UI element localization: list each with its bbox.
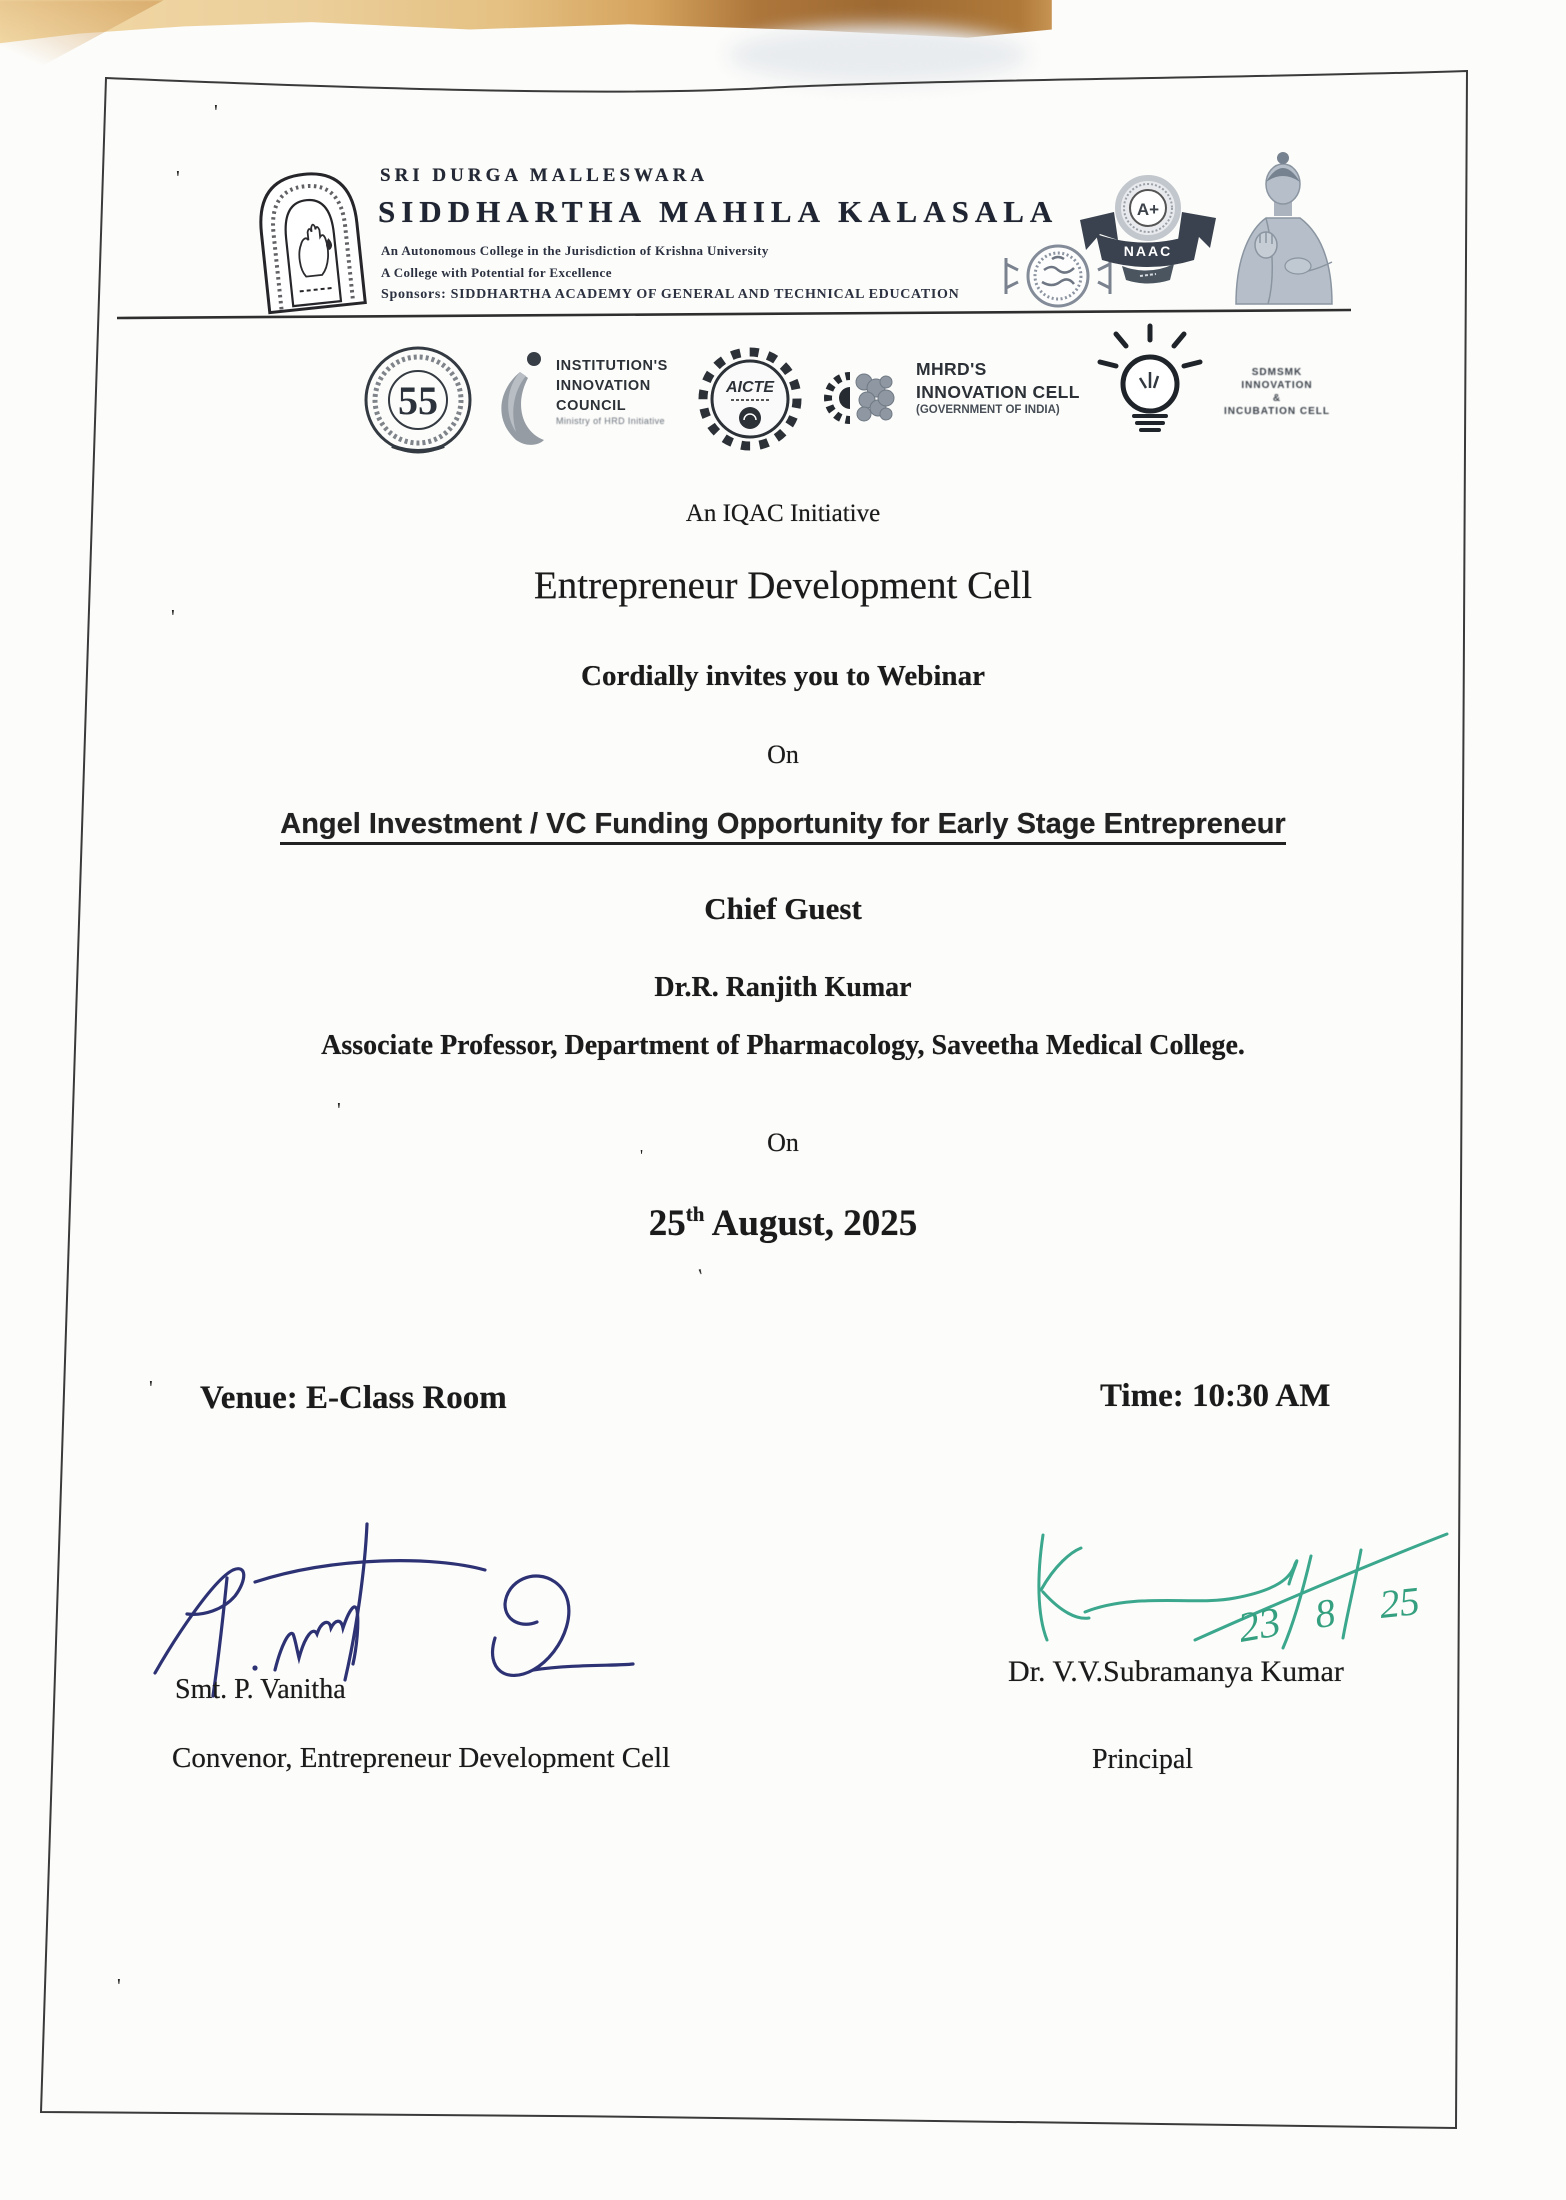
signature-date-day: 23 xyxy=(1234,1599,1285,1652)
event-date-ordinal: th xyxy=(685,1202,705,1226)
invitation-line: Cordially invites you to Webinar xyxy=(581,660,985,692)
iic-line3: COUNCIL xyxy=(556,398,627,414)
incubation-line2: INNOVATION xyxy=(1241,380,1313,391)
convenor-name: Smt. P. Vanitha xyxy=(175,1674,346,1705)
incubation-line3: & xyxy=(1272,393,1282,404)
on-word-2: On xyxy=(767,1128,799,1157)
iic-line4: Ministry of HRD Initiative xyxy=(556,416,665,426)
college-subline-3: Sponsors: SIDDHARTHA ACADEMY OF GENERAL AND TECHNICAL EDUCATION xyxy=(381,287,960,302)
iqac-initiative-line: An IQAC Initiative xyxy=(685,500,881,527)
time-line: Time: 10:30 AM xyxy=(1100,1378,1331,1414)
incubation-cell-logo xyxy=(1092,322,1362,452)
iic-line1: INSTITUTION'S xyxy=(556,358,668,374)
mhrd-innovation-cell-logo xyxy=(812,352,1112,447)
guest-designation: Associate Professor, Department of Pharmacology, Saveetha Medical College. xyxy=(321,1030,1245,1061)
buddha-statue-image xyxy=(1208,142,1358,307)
event-date-day: 25 xyxy=(648,1203,686,1244)
aicte-logo-icon xyxy=(695,334,805,464)
anniversary-number: 55 xyxy=(398,378,438,423)
event-date-rest: August, 2025 xyxy=(711,1203,918,1244)
signature-date-year: 25 xyxy=(1377,1578,1422,1627)
college-name-line2: SIDDHARTHA MAHILA KALASALA xyxy=(378,194,1059,229)
principal-name: Dr. V.V.Subramanya Kumar xyxy=(1008,1655,1344,1688)
55-years-emblem-icon xyxy=(362,334,474,464)
college-subline-2: A College with Potential for Excellence xyxy=(381,265,612,280)
on-word-1: On xyxy=(767,740,799,769)
principal-role: Principal xyxy=(1092,1744,1194,1775)
scan-tick-mark: ' xyxy=(176,166,180,190)
webinar-topic-text: Angel Investment / VC Funding Opportunity for Early Stage Entrepreneur xyxy=(280,808,1285,845)
scan-tick-mark: ' xyxy=(117,1974,121,1998)
scan-tick-mark: ' xyxy=(337,1098,341,1122)
gear-brain-icon xyxy=(812,352,904,444)
college-emblem-icon xyxy=(240,156,380,316)
iic-logo xyxy=(492,348,702,453)
mhrd-line3: (GOVERNMENT OF INDIA) xyxy=(916,404,1060,416)
scan-tick-mark: ' xyxy=(640,1146,644,1165)
event-date xyxy=(0,1202,1566,1245)
lightbulb-icon xyxy=(1092,322,1214,447)
aicte-label: AICTE xyxy=(726,379,774,396)
iic-swoosh-icon xyxy=(492,348,554,448)
mhrd-line2: INNOVATION CELL xyxy=(916,382,1080,402)
scan-tick-mark: ' xyxy=(149,1376,153,1400)
college-name-line1: SRI DURGA MALLESWARA xyxy=(380,165,709,186)
iic-line2: INNOVATION xyxy=(556,378,651,394)
naac-label: NAAC xyxy=(1123,243,1173,259)
scan-tick-mark: ' xyxy=(696,1264,708,1289)
college-subline-1: An Autonomous College in the Jurisdiction of Krishna University xyxy=(381,243,769,258)
mhrd-line1: MHRD'S xyxy=(916,359,987,379)
chief-guest-heading: Chief Guest xyxy=(704,891,862,926)
incubation-line4: INCUBATION CELL xyxy=(1224,406,1330,417)
incubation-line1: SDMSMK xyxy=(1251,367,1303,378)
convenor-role: Convenor, Entrepreneur Development Cell xyxy=(172,1742,671,1774)
webinar-topic xyxy=(0,808,1566,841)
organizer-title: Entrepreneur Development Cell xyxy=(533,564,1033,607)
naac-grade: A+ xyxy=(1136,200,1160,219)
scan-tick-mark: ' xyxy=(214,100,218,124)
scan-tick-mark: ' xyxy=(171,605,175,629)
venue-line: Venue: E-Class Room xyxy=(200,1380,507,1416)
signature-date-month: 8 xyxy=(1311,1589,1339,1637)
guest-name: Dr.R. Ranjith Kumar xyxy=(654,972,912,1003)
naac-grade-badge-icon xyxy=(1078,168,1218,286)
